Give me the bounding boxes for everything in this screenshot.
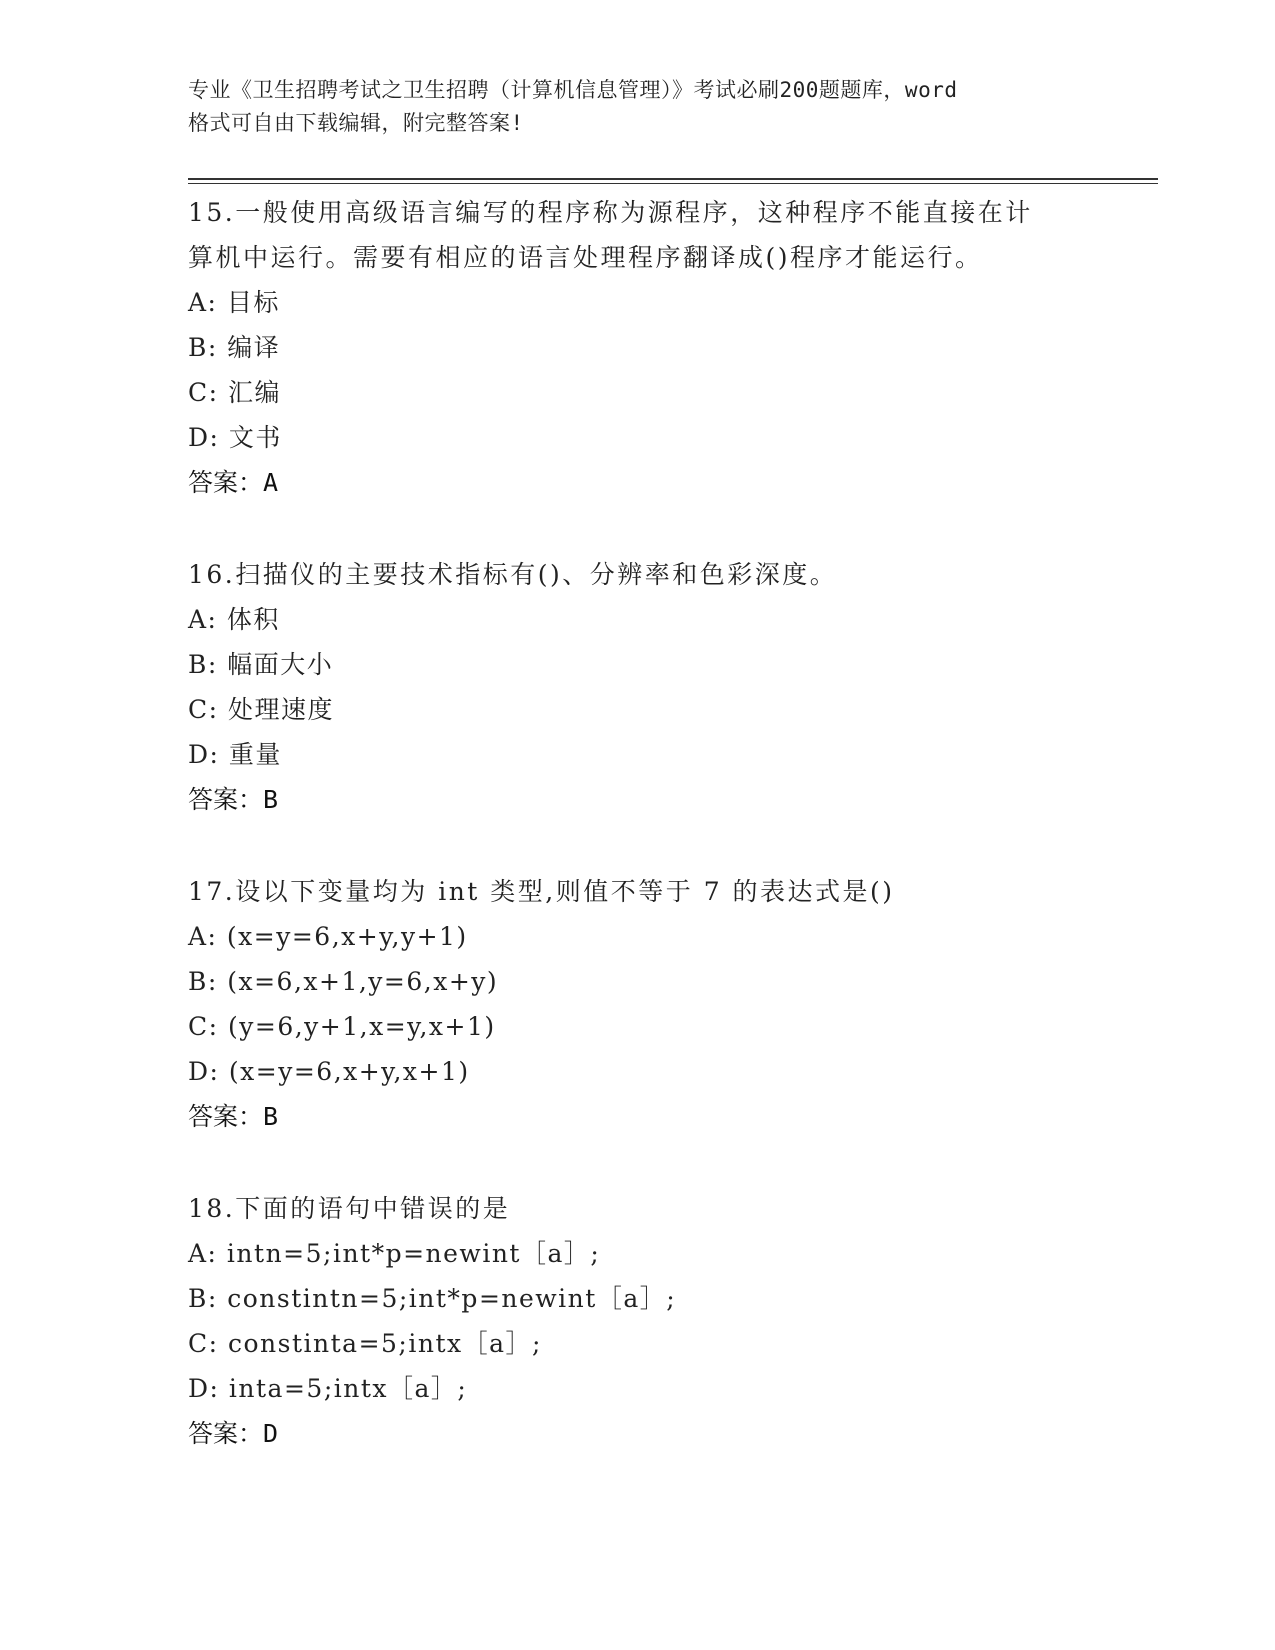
question-stem <box>188 190 1118 280</box>
header-line-2: 格式可自由下载编辑，附完整答案! <box>188 111 524 135</box>
option-c: C: 处理速度 <box>188 695 334 724</box>
question-17 <box>188 869 1118 1139</box>
option-d: D: inta=5;intx［a］; <box>188 1374 468 1403</box>
document-header <box>188 74 1108 140</box>
question-stem: 18.下面的语句中错误的是 <box>188 1194 511 1223</box>
option-b: B: 幅面大小 <box>188 650 334 679</box>
answer: 答案：D <box>188 1419 279 1448</box>
option-d: D: (x=y=6,x+y,x+1) <box>188 1057 470 1086</box>
option-c: C: (y=6,y+1,x=y,x+1) <box>188 1012 496 1041</box>
option-b: B: 编译 <box>188 333 281 362</box>
option-a: A: 目标 <box>188 288 280 317</box>
option-d: D: 重量 <box>188 740 282 769</box>
question-stem-line-1: 15.一般使用高级语言编写的程序称为源程序，这种程序不能直接在计 <box>188 198 1033 227</box>
header-divider-thick <box>188 178 1158 180</box>
option-c: C: 汇编 <box>188 378 281 407</box>
option-b: B: (x=6,x+1,y=6,x+y) <box>188 967 499 996</box>
question-18 <box>188 1186 1118 1456</box>
option-a: A: intn=5;int*p=newint［a］; <box>188 1239 601 1268</box>
question-list <box>188 190 1118 1503</box>
answer: 答案：B <box>188 785 279 814</box>
question-stem: 16.扫描仪的主要技术指标有()、分辨率和色彩深度。 <box>188 560 838 589</box>
question-15 <box>188 190 1118 505</box>
header-divider-thin <box>188 183 1158 184</box>
option-c: C: constinta=5;intx［a］; <box>188 1329 542 1358</box>
option-d: D: 文书 <box>188 423 282 452</box>
question-stem: 17.设以下变量均为 int 类型,则值不等于 7 的表达式是() <box>188 877 895 906</box>
option-b: B: constintn=5;int*p=newint［a］; <box>188 1284 677 1313</box>
option-a: A: 体积 <box>188 605 280 634</box>
option-a: A: (x=y=6,x+y,y+1) <box>188 922 468 951</box>
header-line-1: 专业《卫生招聘考试之卫生招聘（计算机信息管理）》考试必刷200题题库，word <box>188 78 958 102</box>
question-stem-line-2: 算机中运行。需要有相应的语言处理程序翻译成()程序才能运行。 <box>188 243 983 272</box>
question-16 <box>188 552 1118 822</box>
answer: 答案：B <box>188 1102 279 1131</box>
answer: 答案：A <box>188 468 279 497</box>
